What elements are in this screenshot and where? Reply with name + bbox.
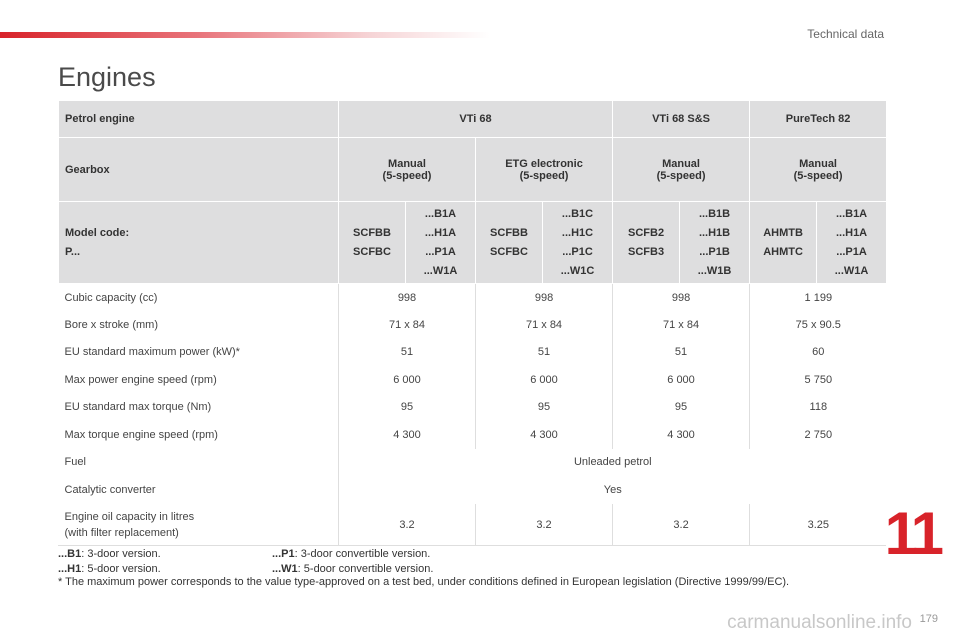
model-code-label: Model code: P... — [59, 202, 339, 284]
spec-label: Catalytic converter — [64, 483, 156, 496]
spec-value: 4 300 — [339, 421, 476, 449]
spec-row-bore-stroke — [59, 311, 887, 339]
spec-value: 1 199 — [750, 284, 887, 312]
petrol-engine-label: Petrol engine — [59, 101, 339, 138]
model-code-cell: ...B1B ...H1B ...P1B ...W1B — [680, 202, 750, 284]
spec-value: 3.2 — [613, 504, 750, 546]
spec-row-max-torque — [59, 394, 887, 422]
spec-value: 71 x 84 — [339, 311, 476, 339]
engine-puretech82: PureTech 82 — [750, 101, 887, 138]
spec-value: 2 750 — [750, 421, 887, 449]
spec-value: 51 — [339, 339, 476, 367]
top-accent-bar — [0, 32, 490, 38]
engine-vti68: VTi 68 — [339, 101, 613, 138]
spec-value: 6 000 — [476, 366, 613, 394]
spec-value: 6 000 — [339, 366, 476, 394]
petrol-engine-row — [59, 101, 887, 138]
spec-value: 4 300 — [613, 421, 750, 449]
note-p1: ...P1: 3-door convertible version. — [272, 548, 431, 560]
spec-label: Max torque engine speed (rpm) — [64, 428, 218, 441]
engines-table — [58, 100, 887, 546]
spec-value: 95 — [613, 394, 750, 422]
spec-row-catalytic — [59, 476, 887, 504]
gearbox-cell: Manual (5-speed) — [339, 138, 476, 202]
spec-label: EU standard max torque (Nm) — [64, 401, 212, 414]
spec-value: 998 — [339, 284, 476, 312]
spec-value: Unleaded petrol — [339, 449, 887, 477]
model-code-cell: AHMTB AHMTC — [750, 202, 817, 284]
spec-value: 6 000 — [613, 366, 750, 394]
spec-value: 95 — [339, 394, 476, 422]
spec-value: 4 300 — [476, 421, 613, 449]
watermark: carmanualsonline.info — [727, 612, 912, 633]
gearbox-cell: Manual (5-speed) — [750, 138, 887, 202]
spec-row-oil-capacity — [59, 504, 887, 546]
section-title: Technical data — [807, 27, 884, 41]
chapter-number: 11 — [884, 500, 940, 567]
spec-value: 998 — [476, 284, 613, 312]
spec-value: 3.25 — [750, 504, 887, 546]
spec-row-cubic-capacity — [59, 284, 887, 312]
model-code-cell: SCFBB SCFBC — [476, 202, 543, 284]
spec-value: 118 — [750, 394, 887, 422]
model-code-cell: ...B1C ...H1C ...P1C ...W1C — [543, 202, 613, 284]
spec-value: 5 750 — [750, 366, 887, 394]
model-code-cell: SCFB2 SCFB3 — [613, 202, 680, 284]
model-code-cell: ...B1A ...H1A ...P1A ...W1A — [817, 202, 887, 284]
spec-label: Bore x stroke (mm) — [64, 318, 159, 331]
spec-value: 71 x 84 — [613, 311, 750, 339]
spec-value: Yes — [339, 476, 887, 504]
note-b1: ...B1: 3-door version. — [58, 548, 161, 560]
spec-row-fuel — [59, 449, 887, 477]
spec-label: Fuel — [64, 456, 86, 469]
spec-label: Max power engine speed (rpm) — [64, 373, 217, 386]
page-number: 179 — [919, 613, 938, 625]
spec-value: 51 — [476, 339, 613, 367]
model-code-cell: ...B1A ...H1A ...P1A ...W1A — [406, 202, 476, 284]
spec-row-torque-speed — [59, 421, 887, 449]
page-title: Engines — [58, 62, 156, 92]
spec-value: 75 x 90.5 — [750, 311, 887, 339]
spec-value: 3.2 — [339, 504, 476, 546]
gearbox-label: Gearbox — [59, 138, 339, 202]
spec-row-power-speed — [59, 366, 887, 394]
gearbox-cell: Manual (5-speed) — [613, 138, 750, 202]
spec-value: 51 — [613, 339, 750, 367]
spec-value: 3.2 — [476, 504, 613, 546]
spec-value: 60 — [750, 339, 887, 367]
engine-vti68-ss: VTi 68 S&S — [613, 101, 750, 138]
note-h1: ...H1: 5-door version. — [58, 563, 161, 575]
model-code-row — [59, 202, 887, 284]
spec-label: Engine oil capacity in litres (with filter replacement) — [64, 510, 195, 539]
model-code-cell: SCFBB SCFBC — [339, 202, 406, 284]
footnote: * The maximum power corresponds to the value type-approved on a test bed, under conditions defined in European legislation (Directive 1999/99/EC). — [58, 576, 790, 588]
note-w1: ...W1: 5-door convertible version. — [272, 563, 434, 575]
spec-value: 95 — [476, 394, 613, 422]
gearbox-row — [59, 138, 887, 202]
spec-label: Cubic capacity (cc) — [64, 291, 158, 304]
gearbox-cell: ETG electronic (5-speed) — [476, 138, 613, 202]
spec-value: 71 x 84 — [476, 311, 613, 339]
spec-row-max-power — [59, 339, 887, 367]
table-bottom-divider — [58, 545, 886, 546]
spec-value: 998 — [613, 284, 750, 312]
spec-label: EU standard maximum power (kW)* — [64, 346, 240, 359]
